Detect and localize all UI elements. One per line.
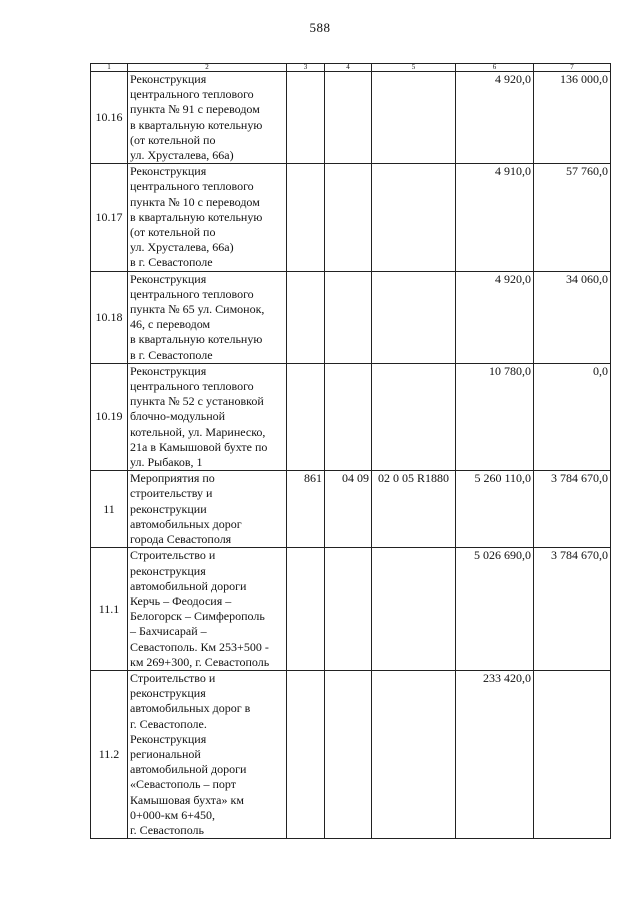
row-col3 <box>287 164 325 271</box>
table-row <box>91 471 611 548</box>
row-col7: 34 060,0 <box>534 271 611 363</box>
budget-table <box>90 63 611 839</box>
column-number: 3 <box>287 64 325 72</box>
row-id: 11.1 <box>91 548 128 671</box>
row-col4: 04 09 <box>325 471 372 548</box>
row-col6: 5 260 110,0 <box>456 471 534 548</box>
row-name: Строительство и реконструкция автомобильных дорог в г. Севастополе. Реконструкция региональной автомобильной дороги «Севастополь – порт Камышовая бухта» км 0+000-км 6+450, г. Севастополь <box>128 670 287 838</box>
table-row <box>91 164 611 271</box>
column-number: 4 <box>325 64 372 72</box>
row-col5: 02 0 05 R1880 <box>372 471 456 548</box>
row-col3 <box>287 72 325 164</box>
row-col6: 5 026 690,0 <box>456 548 534 671</box>
row-id: 11 <box>91 471 128 548</box>
row-name: Реконструкция центрального теплового пункта № 91 с переводом в квартальную котельную (от котельной по ул. Хрусталева, 66а) <box>128 72 287 164</box>
row-col4 <box>325 548 372 671</box>
table-row <box>91 548 611 671</box>
row-col7: 3 784 670,0 <box>534 548 611 671</box>
table-row <box>91 363 611 470</box>
row-col5 <box>372 72 456 164</box>
column-number: 7 <box>534 64 611 72</box>
column-number: 5 <box>372 64 456 72</box>
row-col3: 861 <box>287 471 325 548</box>
row-col6: 4 910,0 <box>456 164 534 271</box>
row-id: 11.2 <box>91 670 128 838</box>
row-col6: 10 780,0 <box>456 363 534 470</box>
row-name: Реконструкция центрального теплового пункта № 52 с установкой блочно-модульной котельной, ул. Маринеско, 21а в Камышовой бухте по ул. Рыбаков, 1 <box>128 363 287 470</box>
column-number: 2 <box>128 64 287 72</box>
table-row <box>91 72 611 164</box>
column-number-row <box>91 64 611 72</box>
row-col7: 3 784 670,0 <box>534 471 611 548</box>
row-id: 10.16 <box>91 72 128 164</box>
row-name: Реконструкция центрального теплового пункта № 10 с переводом в квартальную котельную (от котельной по ул. Хрусталева, 66а) в г. Севастополе <box>128 164 287 271</box>
row-col7: 0,0 <box>534 363 611 470</box>
row-col4 <box>325 670 372 838</box>
row-col6: 4 920,0 <box>456 271 534 363</box>
column-number: 6 <box>456 64 534 72</box>
row-col3 <box>287 271 325 363</box>
row-col7 <box>534 670 611 838</box>
row-col5 <box>372 164 456 271</box>
row-col7: 136 000,0 <box>534 72 611 164</box>
row-col5 <box>372 548 456 671</box>
row-col5 <box>372 271 456 363</box>
row-col6: 233 420,0 <box>456 670 534 838</box>
table-row <box>91 670 611 838</box>
row-id: 10.19 <box>91 363 128 470</box>
row-col4 <box>325 164 372 271</box>
row-name: Реконструкция центрального теплового пункта № 65 ул. Симонок, 46, с переводом в квартальную котельную в г. Севастополе <box>128 271 287 363</box>
row-name: Строительство и реконструкция автомобильной дороги Керчь – Феодосия – Белогорск – Симферополь – Бахчисарай – Севастополь. Км 253+500 - км 269+300, г. Севастополь <box>128 548 287 671</box>
row-id: 10.18 <box>91 271 128 363</box>
row-col4 <box>325 363 372 470</box>
column-number: 1 <box>91 64 128 72</box>
row-col5 <box>372 670 456 838</box>
table-row <box>91 271 611 363</box>
row-col5 <box>372 363 456 470</box>
row-col6: 4 920,0 <box>456 72 534 164</box>
row-col4 <box>325 72 372 164</box>
row-col3 <box>287 670 325 838</box>
row-id: 10.17 <box>91 164 128 271</box>
row-col3 <box>287 548 325 671</box>
row-name: Мероприятия по строительству и реконструкции автомобильных дорог города Севастополя <box>128 471 287 548</box>
page-number: 588 <box>309 20 331 35</box>
row-col3 <box>287 363 325 470</box>
row-col7: 57 760,0 <box>534 164 611 271</box>
row-col4 <box>325 271 372 363</box>
